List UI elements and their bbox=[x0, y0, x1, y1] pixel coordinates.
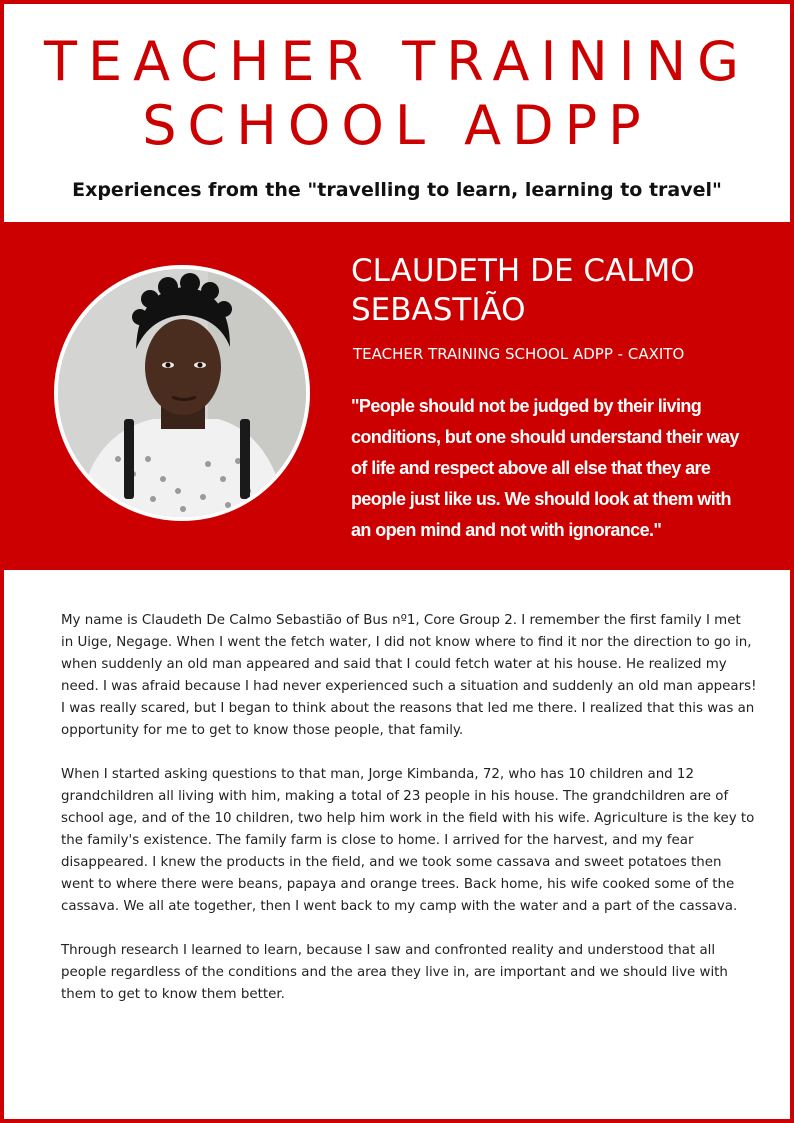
story-paragraph: When I started asking questions to that man, Jorge Kimbanda, 72, who has 10 children and 12 grandchildren all living with him, making a total of 23 people in his house. The grandchildren are of school age, and of the 10 children, two help him work in the field with his wife. Agriculture is the key to the family's existence. The family farm is close to home. I arrived for the harvest, and my fear disappeared. I knew the products in the field, and we took some cassava and sweet potatoes then went to where there were beans, papaya and orange trees. Back home, his wife cooked some of the cassava. We all ate together, then I went back to my camp with the water and a part of the cassava. bbox=[61, 767, 755, 914]
person-name: CLAUDETH DE CALMO SEBASTIÃO bbox=[351, 253, 695, 328]
portrait-illustration bbox=[58, 269, 306, 517]
story-text bbox=[61, 610, 757, 1028]
page-header bbox=[4, 4, 790, 222]
story-paragraph: Through research I learned to learn, because I saw and confronted reality and understood that all people regardless of the conditions and the area they live in, are important and we should live with them to get to know them better. bbox=[61, 943, 728, 1002]
story-paragraph: My name is Claudeth De Calmo Sebastião of Bus nº1, Core Group 2. I remember the first family I met in Uige, Negage. When I went the fetch water, I did not know where to find it nor the direction to go in, when suddenly an old man appeared and said that I could fetch water at his house. He realized my need. I was afraid because I had never experienced such a situation and suddenly an old man appears! I was really scared, but I began to think about the reasons that led me there. I realized that this was an opportunity for me to get to know those people, that family. bbox=[61, 613, 757, 738]
page-subtitle: Experiences from the "travelling to learn, learning to travel" bbox=[72, 179, 722, 201]
profile-photo bbox=[54, 265, 310, 521]
profile-quote: "People should not be judged by their living conditions, but one should understand their way of life and respect above all else that they are people just like us. We should look at them with an open mind and not with ignorance." bbox=[351, 396, 739, 540]
page-title: TEACHER TRAINING SCHOOL ADPP bbox=[44, 30, 750, 157]
person-school: TEACHER TRAINING SCHOOL ADPP - CAXITO bbox=[353, 345, 685, 363]
profile-banner bbox=[4, 222, 790, 570]
